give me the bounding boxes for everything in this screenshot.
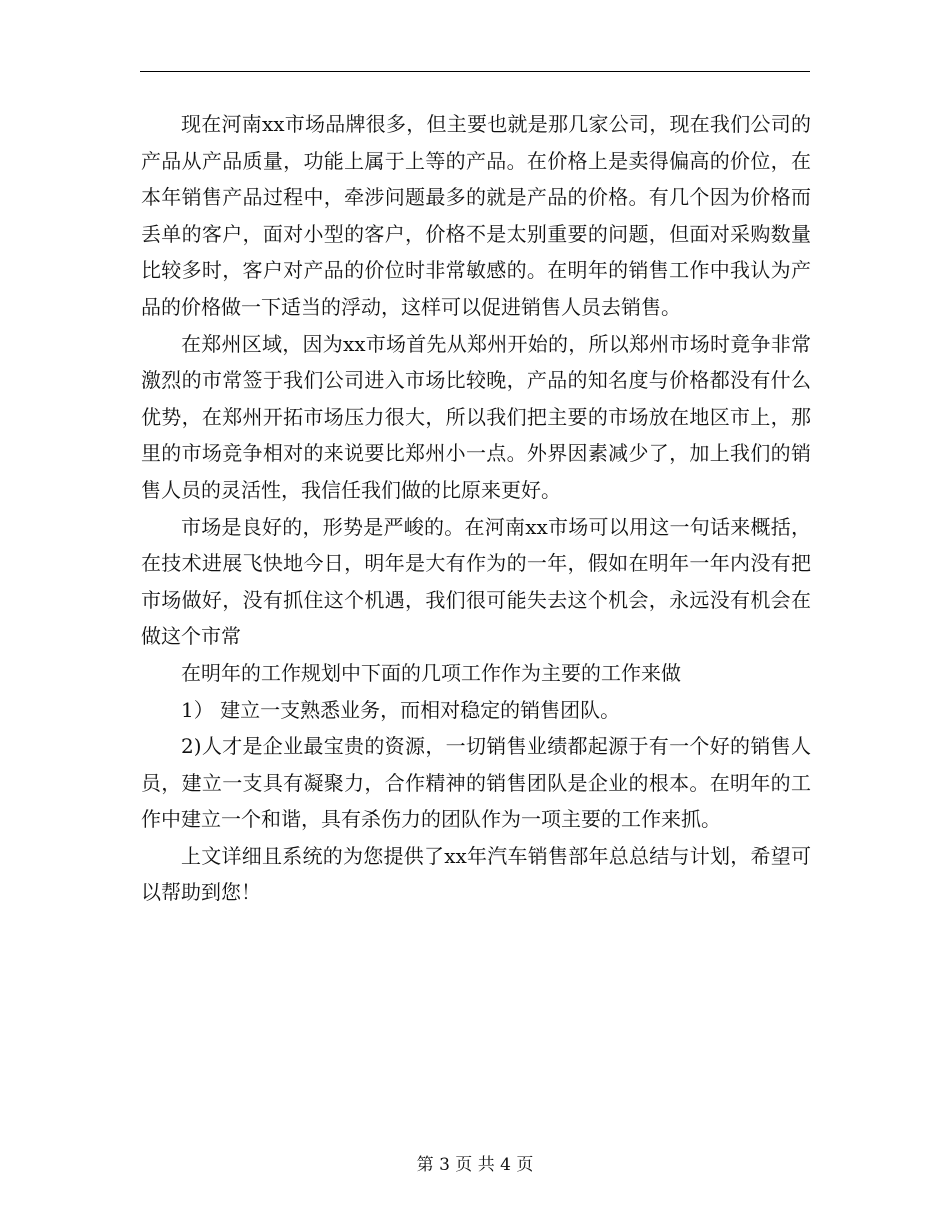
paragraph-closing: 上文详细且系统的为您提供了xx年汽车销售部年总总结与计划，希望可以帮助到您！ (141, 843, 811, 905)
list-item-2: 2)人才是企业最宝贵的资源，一切销售业绩都起源于有一个好的销售人员，建立一支具有凝聚力，合作精神的销售团队是企业的根本。在明年的工作中建立一个和谐，具有杀伤力的团队作为一项主要的工作来抓。 (141, 734, 811, 832)
paragraph-market-brands: 现在河南xx市场品牌很多，但主要也就是那几家公司，现在我们公司的产品从产品质量，功能上属于上等的产品。在价格上是卖得偏高的价位，在本年销售产品过程中，牵涉问题最多的就是产品的价格。有几个因为价格而丢单的客户，面对小型的客户，价格不是太别重要的问题，但面对采购数量比较多时，客户对产品的价位时非常敏感的。在明年的销售工作中我认为产品的价格做一下适当的浮动，这样可以促进销售人员去销售。 (141, 112, 811, 319)
page-number: 第 3 页 共 4 页 (416, 1155, 534, 1175)
document-body (141, 106, 811, 911)
list-item-1: 1） 建立一支熟悉业务，而相对稳定的销售团队。 (181, 697, 621, 722)
paragraph-plan-intro: 在明年的工作规划中下面的几项工作作为主要的工作来做 (181, 660, 681, 685)
header-rule (140, 71, 810, 72)
paragraph-market-outlook: 市场是良好的，形势是严峻的。在河南xx市场可以用这一句话来概括，在技术进展飞快地今日，明年是大有作为的一年，假如在明年一年内没有把市场做好，没有抓住这个机遇，我们很可能失去这个机会，永远没有机会在做这个市常 (141, 514, 811, 649)
paragraph-zhengzhou-region: 在郑州区域，因为xx市场首先从郑州开始的，所以郑州市场时竟争非常激烈的市常签于我们公司进入市场比较晚，产品的知名度与价格都没有什么优势，在郑州开拓市场压力很大，所以我们把主要的市场放在地区市上，那里的市场竞争相对的来说要比郑州小一点。外界因素减少了，加上我们的销售人员的灵活性，我信任我们做的比原来更好。 (141, 331, 811, 502)
